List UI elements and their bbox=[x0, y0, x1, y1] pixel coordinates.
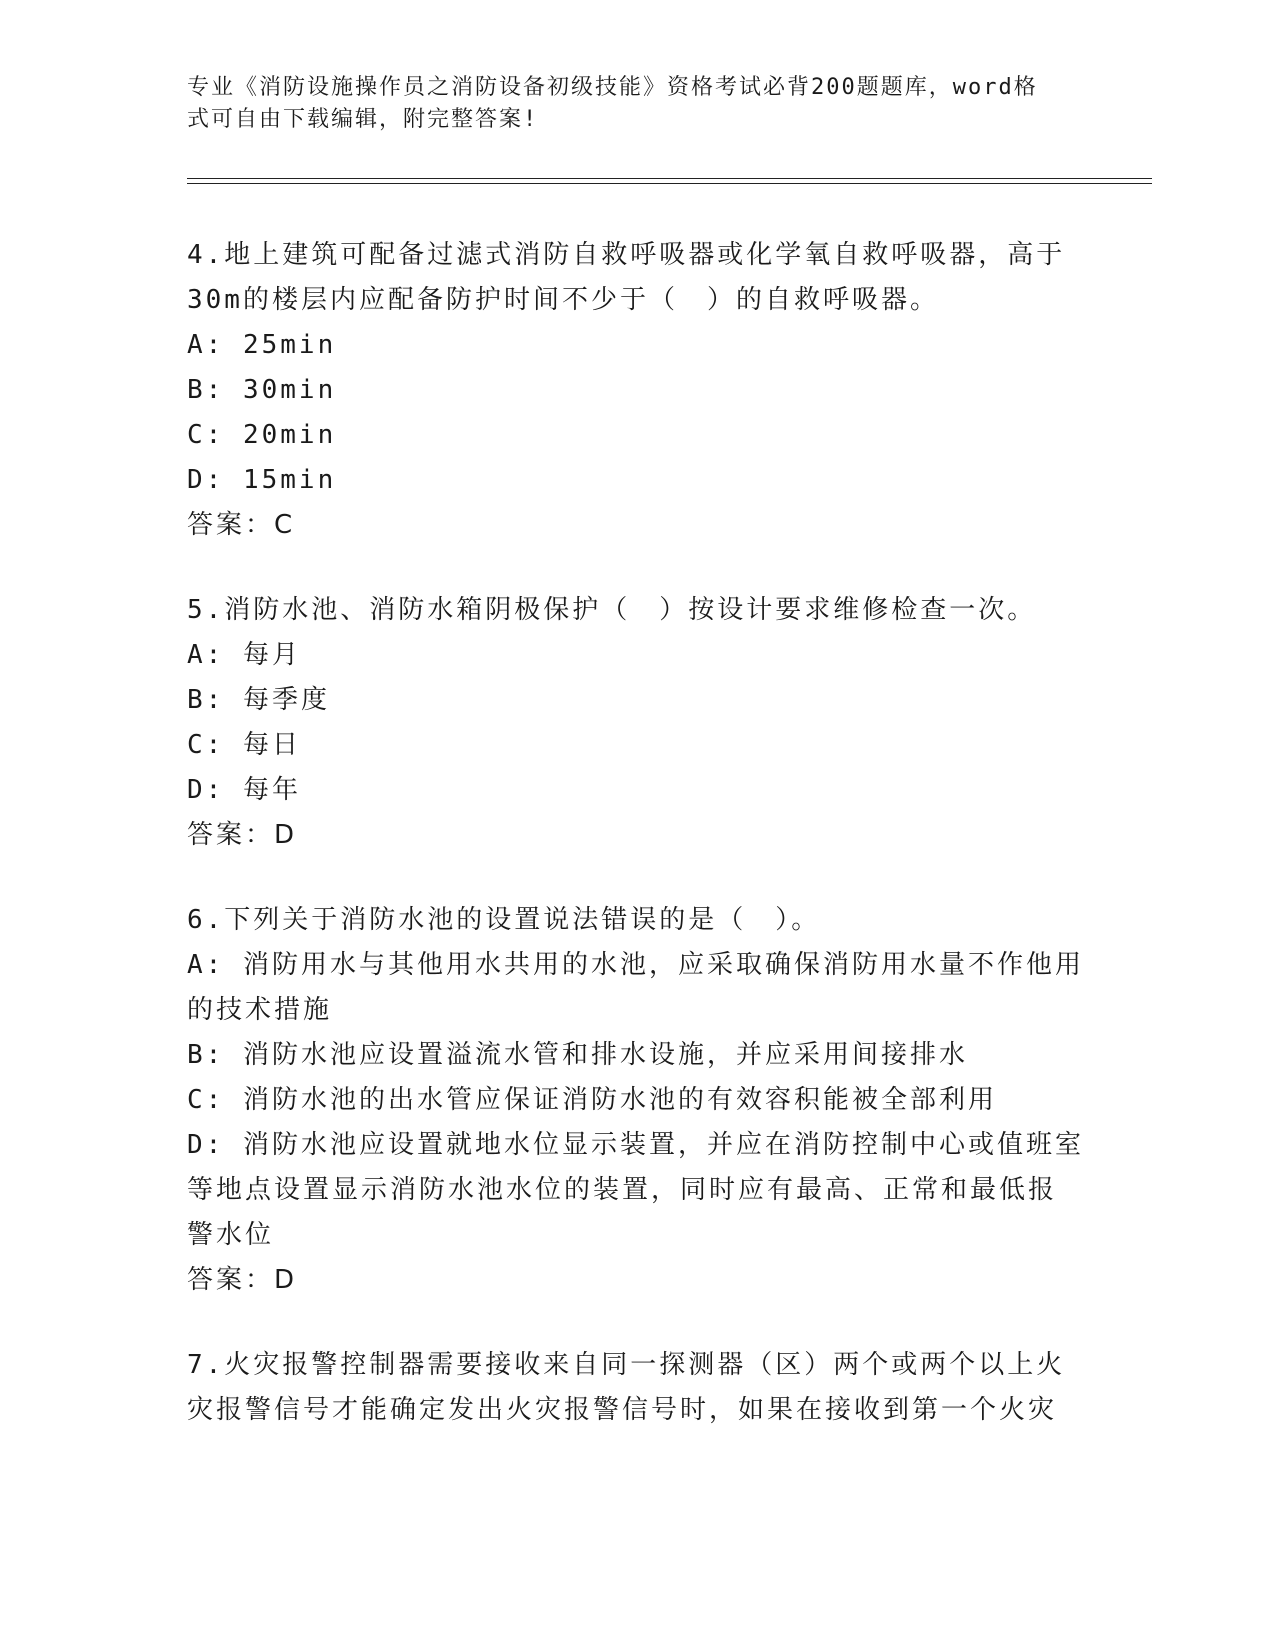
header-divider-top bbox=[187, 178, 1152, 179]
document-header bbox=[187, 72, 1067, 136]
header-divider-bottom bbox=[187, 183, 1152, 184]
option-b: B: 每季度 bbox=[187, 685, 330, 715]
option-c: C: 每日 bbox=[187, 730, 301, 760]
question-4 bbox=[187, 233, 1087, 548]
question-stem-line: 7.火灾报警控制器需要接收来自同一探测器（区）两个或两个以上火 bbox=[187, 1350, 1066, 1380]
option-b: B: 30min bbox=[187, 375, 337, 405]
question-6 bbox=[187, 898, 1087, 1303]
option-d: D: 消防水池应设置就地水位显示装置，并应在消防控制中心或值班室 bbox=[187, 1130, 1084, 1160]
question-7 bbox=[187, 1343, 1087, 1433]
header-line-2: 式可自由下载编辑，附完整答案! bbox=[187, 107, 539, 132]
option-a: A: 消防用水与其他用水共用的水池，应采取确保消防用水量不作他用 bbox=[187, 950, 1084, 980]
question-stem-line: 30m的楼层内应配备防护时间不少于（ ）的自救呼吸器。 bbox=[187, 285, 939, 315]
question-stem-line: 6.下列关于消防水池的设置说法错误的是（ ）。 bbox=[187, 905, 821, 935]
answer-label: 答案： bbox=[187, 820, 275, 850]
question-stem-line: 4.地上建筑可配备过滤式消防自救呼吸器或化学氧自救呼吸器，高于 bbox=[187, 240, 1066, 270]
option-d-continued: 等地点设置显示消防水池水位的装置，同时应有最高、正常和最低报 bbox=[187, 1175, 1058, 1205]
question-5 bbox=[187, 588, 1087, 858]
option-d: D: 每年 bbox=[187, 775, 301, 805]
header-line-1: 专业《消防设施操作员之消防设备初级技能》资格考试必背200题题库，word格 bbox=[187, 75, 1038, 100]
answer-line bbox=[187, 503, 1087, 548]
option-c: C: 消防水池的出水管应保证消防水池的有效容积能被全部利用 bbox=[187, 1085, 997, 1115]
answer-value: D bbox=[274, 820, 298, 850]
question-stem-line: 灾报警信号才能确定发出火灾报警信号时，如果在接收到第一个火灾 bbox=[187, 1395, 1058, 1425]
answer-label: 答案： bbox=[187, 510, 275, 540]
option-d-continued: 警水位 bbox=[187, 1220, 275, 1250]
option-a: A: 每月 bbox=[187, 640, 301, 670]
option-a: A: 25min bbox=[187, 330, 337, 360]
question-list bbox=[187, 233, 1087, 1473]
option-b: B: 消防水池应设置溢流水管和排水设施，并应采用间接排水 bbox=[187, 1040, 968, 1070]
answer-line bbox=[187, 813, 1087, 858]
answer-value: C bbox=[274, 510, 296, 540]
option-c: C: 20min bbox=[187, 420, 337, 450]
option-a-continued: 的技术措施 bbox=[187, 995, 333, 1025]
question-stem-line: 5.消防水池、消防水箱阴极保护（ ）按设计要求维修检查一次。 bbox=[187, 595, 1037, 625]
answer-label: 答案： bbox=[187, 1265, 275, 1295]
answer-value: D bbox=[274, 1265, 298, 1295]
answer-line bbox=[187, 1258, 1087, 1303]
option-d: D: 15min bbox=[187, 465, 337, 495]
